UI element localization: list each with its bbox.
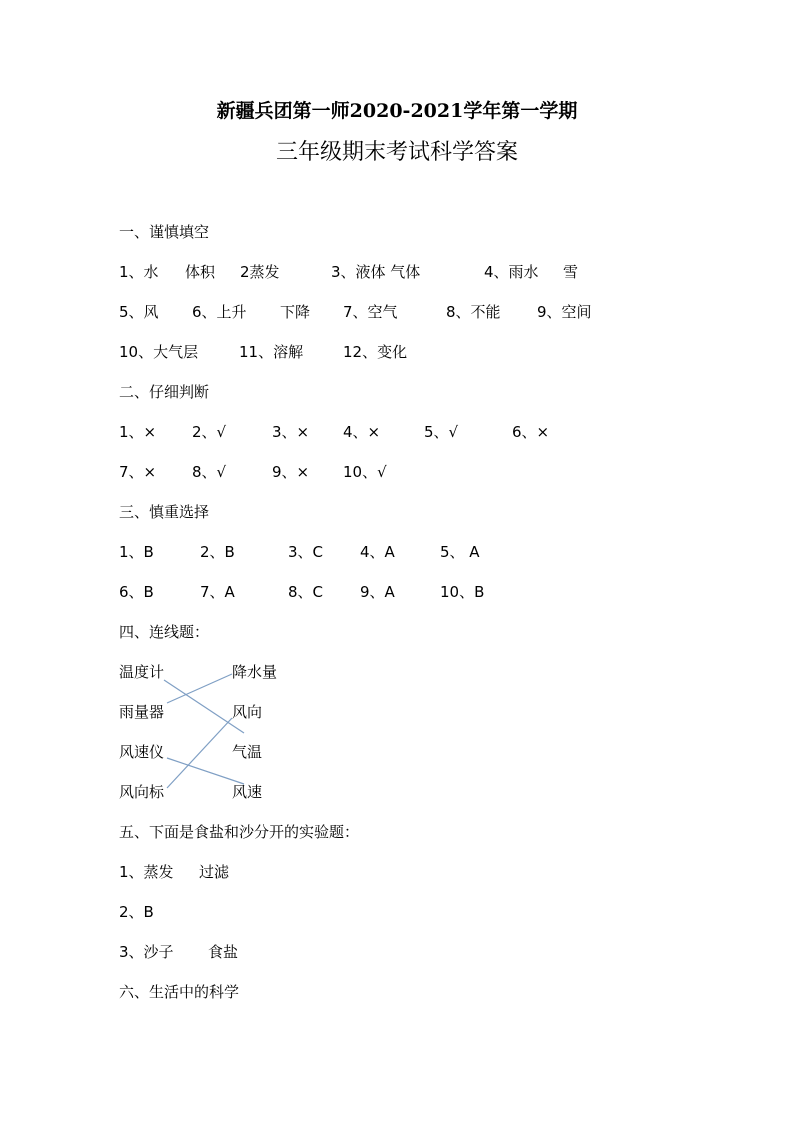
section-2-heading: 二、仔细判断 [119, 383, 210, 401]
answer-item: 1、蒸发 [119, 863, 174, 881]
match-right-item: 风速 [232, 783, 263, 801]
answer-item: 4、A [360, 543, 395, 561]
match-left-item: 雨量器 [119, 703, 165, 721]
section-6-heading: 六、生活中的科学 [119, 983, 240, 1001]
answer-item: 1、水 [119, 263, 159, 281]
match-left-item: 温度计 [119, 663, 165, 681]
answer-item: 7、空气 [343, 303, 398, 321]
answer-item: 12、变化 [343, 343, 408, 361]
match-right-item: 气温 [232, 743, 263, 761]
answer-item: 3、C [288, 543, 324, 561]
answer-item: 8、不能 [446, 303, 501, 321]
answer-item: 9、A [360, 583, 395, 601]
answer-item: 10、B [440, 583, 485, 601]
answer-item: 9、× [272, 463, 310, 481]
answer-item: 4、× [343, 423, 381, 441]
answer-item: 雪 [563, 263, 579, 281]
answer-item: 1、B [119, 543, 154, 561]
match-left-item: 风向标 [119, 783, 165, 801]
answer-item: 5、风 [119, 303, 159, 321]
answer-item: 10、√ [343, 463, 387, 481]
answer-item: 9、空间 [537, 303, 592, 321]
answer-item: 11、溶解 [239, 343, 304, 361]
answer-item: 过滤 [199, 863, 230, 881]
match-left-item: 风速仪 [119, 743, 165, 761]
match-line-windvane-winddirection [167, 718, 232, 788]
answer-item: 6、× [512, 423, 550, 441]
answer-item: 7、× [119, 463, 157, 481]
section-5-heading: 五、下面是食盐和沙分开的实验题： [119, 823, 360, 841]
answer-item: 3、沙子 [119, 943, 174, 961]
answer-item: 5、√ [424, 423, 459, 441]
section-3-heading: 三、慎重选择 [119, 503, 210, 521]
answer-item: 10、大气层 [119, 343, 199, 361]
answer-item: 2、B [200, 543, 235, 561]
answer-item: 7、A [200, 583, 235, 601]
answer-item: 6、B [119, 583, 154, 601]
match-line-anemometer-windspeed [167, 758, 244, 784]
section-4-heading: 四、连线题： [119, 623, 210, 641]
answer-item: 下降 [280, 303, 311, 321]
answer-item: 8、√ [192, 463, 227, 481]
document-title: 新疆兵团第一师2020-2021学年第一学期 [216, 100, 578, 122]
answer-item: 2蒸发 [240, 263, 280, 281]
answer-item: 1、× [119, 423, 157, 441]
answer-item: 6、上升 [192, 303, 247, 321]
document-subtitle: 三年级期末考试科学答案 [275, 140, 518, 165]
match-right-item: 降水量 [232, 663, 278, 681]
answer-item: 3、× [272, 423, 310, 441]
answer-item: 2、√ [192, 423, 227, 441]
answer-item: 5、 A [440, 543, 480, 561]
match-line-thermometer-airtemp [164, 680, 244, 733]
match-right-item: 风向 [232, 703, 263, 721]
answer-item: 体积 [185, 263, 216, 281]
answer-item: 4、雨水 [484, 263, 539, 281]
answer-item: 8、C [288, 583, 324, 601]
section-1-heading: 一、谨慎填空 [119, 223, 210, 241]
answer-item: 食盐 [208, 943, 239, 961]
answer-item: 3、液体 气体 [331, 263, 421, 281]
answer-item: 2、B [119, 903, 154, 921]
